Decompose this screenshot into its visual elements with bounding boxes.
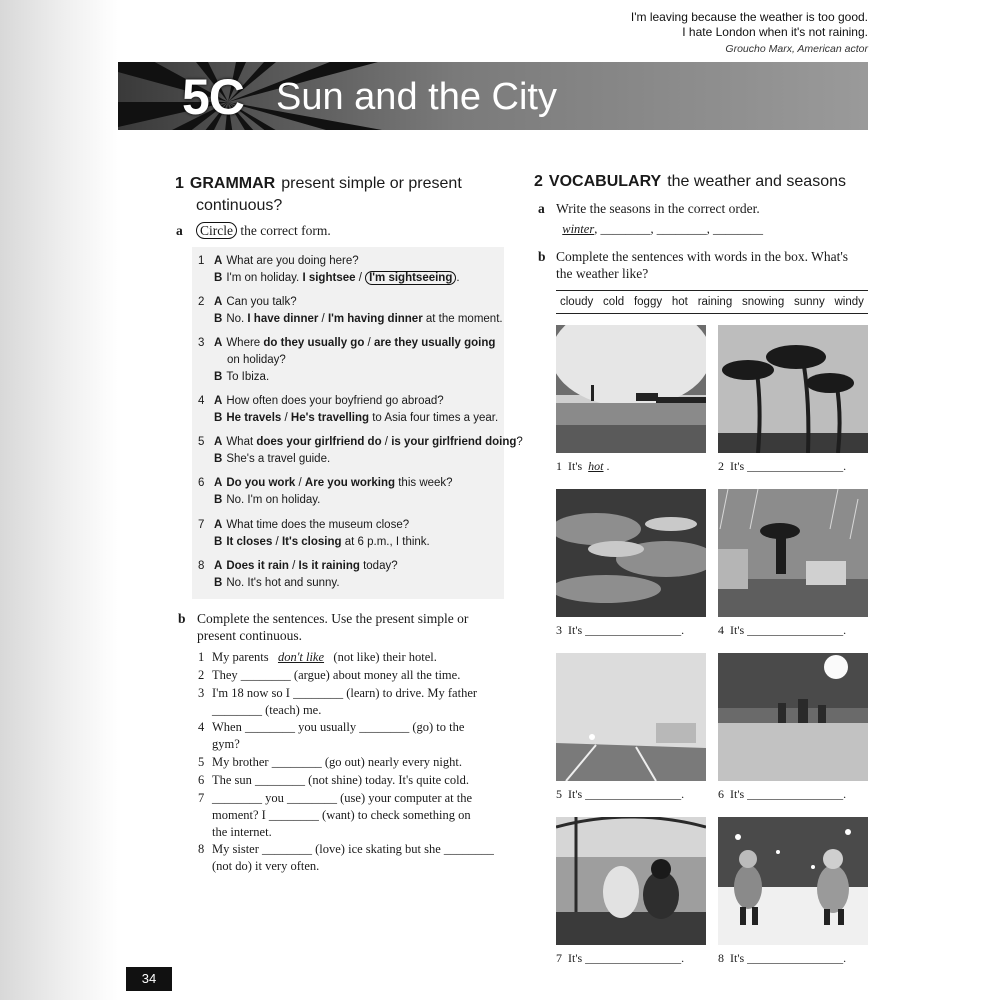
answer-blank[interactable]: ________________ bbox=[747, 623, 844, 637]
speaker-b-line: No. It's hot and sunny. bbox=[226, 577, 340, 589]
option-2[interactable]: It's closing bbox=[281, 536, 342, 548]
unit-title: Sun and the City bbox=[276, 76, 557, 118]
clouds-photo bbox=[556, 489, 706, 617]
section-heading: VOCABULARY bbox=[548, 173, 662, 190]
line-end: ? bbox=[516, 436, 523, 448]
example-answer: don't like bbox=[277, 650, 325, 664]
exercise-item: 2 A Can you talk? B No. I have dinner / I'm having dinner at the moment. bbox=[198, 296, 503, 325]
instruction-line-1: Complete the sentences. Use the present simple or bbox=[197, 611, 469, 626]
sentence-text[interactable]: They ________ (argue) about money all the time. bbox=[212, 668, 461, 682]
section-subtitle: the weather and seasons bbox=[667, 173, 846, 190]
option-2[interactable]: I'm having dinner bbox=[327, 313, 423, 325]
instruction-line-1: Complete the sentences with words in the box. What's bbox=[556, 249, 849, 264]
snow-children-photo bbox=[718, 817, 868, 945]
caption-text: It's bbox=[568, 787, 586, 801]
speaker-a-line: What time does the museum close? bbox=[226, 519, 410, 531]
fill-item bbox=[198, 667, 508, 684]
caption-number: 5 bbox=[556, 787, 562, 801]
unit-banner bbox=[118, 62, 868, 130]
fill-item bbox=[198, 719, 508, 753]
option-2[interactable]: are they usually going bbox=[373, 337, 496, 349]
separator: / bbox=[288, 560, 299, 572]
sentence-text[interactable]: My brother ________ (go out) nearly every night. bbox=[212, 755, 462, 769]
caption-text: It's bbox=[730, 623, 748, 637]
speaker-b-line: She's a travel guide. bbox=[226, 453, 331, 465]
photo-caption bbox=[718, 951, 846, 966]
part-label: b bbox=[178, 611, 186, 626]
item-number: 3 bbox=[198, 686, 205, 700]
exercise-item: 7 A What time does the museum close? B It closes / It's closing at 6 p.m., I think. bbox=[198, 519, 430, 548]
quote-author: Groucho Marx, American actor bbox=[725, 43, 868, 55]
section-heading: GRAMMAR bbox=[189, 175, 276, 192]
word-option: sunny bbox=[794, 296, 825, 308]
speaker-b-line: No. I'm on holiday. bbox=[226, 494, 321, 506]
photo-caption bbox=[718, 787, 846, 802]
line-continuation: on holiday? bbox=[227, 354, 286, 366]
section-subtitle-cont: continuous? bbox=[196, 197, 283, 214]
caption-end: . bbox=[681, 623, 685, 637]
line-end: . bbox=[456, 272, 460, 284]
sunny-beach-photo bbox=[718, 653, 868, 781]
separator: / bbox=[318, 313, 328, 325]
caption-number: 2 bbox=[718, 459, 724, 473]
option-2[interactable]: Is it raining bbox=[298, 560, 360, 572]
option-1[interactable]: He travels bbox=[226, 412, 282, 424]
answer-blank[interactable]: ________________ bbox=[747, 951, 844, 965]
cold-boat-photo bbox=[556, 817, 706, 945]
sentence-text-cont[interactable]: moment? I ________ (want) to check something on bbox=[212, 808, 471, 822]
sentence-text-cont: (not do) it very often. bbox=[212, 859, 320, 873]
circle-word: Circle bbox=[196, 222, 237, 239]
item-number: 5 bbox=[198, 436, 205, 448]
photo-caption bbox=[556, 623, 684, 638]
item-number: 2 bbox=[198, 668, 205, 682]
fog-road-photo bbox=[556, 653, 706, 781]
option-2-circled[interactable]: I'm sightseeing bbox=[365, 271, 456, 285]
separator: / bbox=[364, 337, 374, 349]
fill-item bbox=[198, 649, 508, 666]
speaker-a-line: What are you doing here? bbox=[226, 255, 359, 267]
line-end: at the moment. bbox=[422, 313, 503, 325]
word-option: raining bbox=[697, 296, 733, 308]
sentence-text-cont: gym? bbox=[212, 737, 240, 751]
grammar-section-title bbox=[175, 173, 505, 217]
fill-item bbox=[198, 790, 508, 841]
separator: / bbox=[295, 477, 305, 489]
option-2[interactable]: He's travelling bbox=[290, 412, 370, 424]
answer-blank[interactable]: ________________ bbox=[747, 459, 844, 473]
item-number: 8 bbox=[198, 842, 205, 856]
word-option: cold bbox=[603, 296, 625, 308]
caption-end: . bbox=[681, 951, 685, 965]
part-label: b bbox=[538, 249, 546, 264]
item-number: 8 bbox=[198, 560, 205, 572]
photo-caption bbox=[556, 951, 684, 966]
separator: / bbox=[381, 436, 392, 448]
sentence-text[interactable]: I'm 18 now so I ________ (learn) to drive. My father bbox=[212, 686, 478, 700]
speaker-b-line: To Ibiza. bbox=[226, 371, 270, 383]
speaker-a-line: Can you talk? bbox=[226, 296, 297, 308]
speaker-a-line: Where bbox=[226, 337, 264, 349]
item-number: 6 bbox=[198, 477, 205, 489]
exercise-item: 8 A Does it rain / Is it raining today? B No. It's hot and sunny. bbox=[198, 560, 398, 589]
item-number: 1 bbox=[198, 255, 205, 267]
item-number: 7 bbox=[198, 519, 205, 531]
word-option: foggy bbox=[633, 296, 663, 308]
speaker-b-line: I'm on holiday. bbox=[226, 272, 303, 284]
caption-number: 3 bbox=[556, 623, 562, 637]
speaker-a-line: How often does your boyfriend go abroad? bbox=[226, 395, 444, 407]
page-edge-shadow bbox=[0, 0, 118, 1000]
item-number: 7 bbox=[198, 791, 205, 805]
caption-end: . bbox=[603, 459, 610, 473]
word-option: windy bbox=[834, 296, 864, 308]
sentence-start: My parents bbox=[212, 650, 272, 664]
fill-item bbox=[198, 685, 508, 719]
quote-block bbox=[631, 10, 868, 57]
item-number: 2 bbox=[198, 296, 205, 308]
caption-text: It's bbox=[568, 951, 586, 965]
sentence-text[interactable]: ________ you ________ (use) your computer at the bbox=[212, 791, 473, 805]
option-1[interactable]: It closes bbox=[226, 536, 273, 548]
caption-number: 1 bbox=[556, 459, 562, 473]
caption-end: . bbox=[843, 623, 847, 637]
sentence-text[interactable]: When ________ you usually ________ (go) to the bbox=[212, 720, 465, 734]
word-option: hot bbox=[671, 296, 688, 308]
line-end: today? bbox=[359, 560, 398, 572]
section-number: 2 bbox=[534, 173, 543, 190]
caption-end: . bbox=[843, 787, 847, 801]
line-end: to Asia four times a year. bbox=[369, 412, 499, 424]
caption-number: 6 bbox=[718, 787, 724, 801]
part-label: a bbox=[538, 201, 545, 216]
item-number: 4 bbox=[198, 395, 205, 407]
separator: / bbox=[281, 412, 291, 424]
item-number: 3 bbox=[198, 337, 205, 349]
instruction-line-2: the weather like? bbox=[556, 266, 649, 281]
item-number: 1 bbox=[198, 650, 205, 664]
caption-end: . bbox=[843, 951, 847, 965]
seasons-answer-line[interactable] bbox=[556, 222, 763, 237]
option-1[interactable]: I sightsee bbox=[302, 272, 356, 284]
sentence-text-cont: the internet. bbox=[212, 825, 272, 839]
caption-text: It's bbox=[568, 623, 586, 637]
caption-end: . bbox=[843, 459, 847, 473]
speaker-b-line: No. bbox=[226, 313, 248, 325]
example-answer: hot bbox=[588, 459, 604, 473]
answer-blank[interactable]: ________________ bbox=[747, 787, 844, 801]
season-blanks[interactable]: , ________, ________, ________ bbox=[594, 222, 763, 236]
part-a-instruction bbox=[196, 222, 331, 239]
vocabulary-section-title bbox=[534, 171, 874, 193]
exercise-item: 4 A How often does your boyfriend go abroad? B He travels / He's travelling to Asia four times a year. bbox=[198, 395, 499, 424]
caption-number: 7 bbox=[556, 951, 562, 965]
option-1[interactable]: I have dinner bbox=[247, 313, 319, 325]
photo-caption bbox=[556, 787, 684, 802]
answer-blank[interactable]: ________________ bbox=[585, 951, 682, 965]
option-1[interactable]: do they usually go bbox=[263, 337, 365, 349]
section-number: 1 bbox=[175, 175, 184, 192]
caption-number: 4 bbox=[718, 623, 724, 637]
desert-photo bbox=[556, 325, 706, 453]
quote-line-2: I hate London when it's not raining. bbox=[682, 25, 868, 39]
caption-text: It's bbox=[730, 951, 748, 965]
caption-end: . bbox=[681, 787, 685, 801]
caption-text: It's bbox=[730, 459, 748, 473]
unit-number: 5C bbox=[182, 69, 244, 125]
sentence-text[interactable]: The sun ________ (not shine) today. It's quite cold. bbox=[212, 773, 469, 787]
word-option: snowing bbox=[742, 296, 785, 308]
option-1[interactable]: Do you work bbox=[226, 477, 296, 489]
option-2[interactable]: is your girlfriend doing bbox=[391, 436, 517, 448]
instruction-line-2: present continuous. bbox=[197, 628, 302, 643]
palm-trees-photo bbox=[718, 325, 868, 453]
item-number: 6 bbox=[198, 773, 205, 787]
photo-caption bbox=[718, 459, 846, 474]
fill-item bbox=[198, 754, 508, 771]
option-1[interactable]: Does it rain bbox=[226, 560, 289, 572]
photo-caption bbox=[556, 459, 610, 474]
sentence-text-cont[interactable]: ________ (teach) me. bbox=[212, 703, 322, 717]
line-end: at 6 p.m., I think. bbox=[341, 536, 430, 548]
exercise-item: 3 A Where do they usually go / are they usually going on holiday? B To Ibiza. bbox=[198, 337, 496, 383]
fill-item bbox=[198, 841, 508, 875]
fill-item bbox=[198, 772, 508, 789]
exercise-item: 6 A Do you work / Are you working this week? B No. I'm on holiday. bbox=[198, 477, 453, 506]
word-option: cloudy bbox=[560, 296, 594, 308]
section-subtitle: present simple or present bbox=[281, 175, 462, 192]
word-box bbox=[556, 290, 868, 314]
separator: / bbox=[272, 536, 282, 548]
separator: / bbox=[355, 272, 366, 284]
caption-text: It's bbox=[568, 459, 586, 473]
rain-street-photo bbox=[718, 489, 868, 617]
part-b-instruction bbox=[556, 248, 848, 282]
exercise-item: 1 A What are you doing here? B I'm on holiday. I sightsee / I'm sightseeing . bbox=[198, 255, 460, 284]
answer-blank[interactable]: ________________ bbox=[585, 623, 682, 637]
speaker-a-line: What bbox=[226, 436, 257, 448]
instruction-text: the correct form. bbox=[240, 223, 331, 238]
sentence-text[interactable]: My sister ________ (love) ice skating but she ________ bbox=[212, 842, 494, 856]
photo-caption bbox=[718, 623, 846, 638]
quote-line-1: I'm leaving because the weather is too good. bbox=[630, 10, 868, 24]
option-2[interactable]: Are you working bbox=[304, 477, 396, 489]
exercise-item: 5 A What does your girlfriend do / is your girlfriend doing? B She's a travel guide. bbox=[198, 436, 523, 465]
part-label: a bbox=[176, 223, 183, 238]
caption-number: 8 bbox=[718, 951, 724, 965]
page-number: 34 bbox=[126, 967, 172, 991]
answer-blank[interactable]: ________________ bbox=[585, 787, 682, 801]
part-a-instruction: Write the seasons in the correct order. bbox=[556, 201, 760, 216]
option-1[interactable]: does your girlfriend do bbox=[256, 436, 382, 448]
sentence-end: (not like) their hotel. bbox=[330, 650, 437, 664]
line-end: this week? bbox=[395, 477, 453, 489]
caption-text: It's bbox=[730, 787, 748, 801]
item-number: 5 bbox=[198, 755, 205, 769]
part-b-instruction bbox=[197, 610, 468, 644]
example-answer: winter bbox=[562, 222, 595, 236]
item-number: 4 bbox=[198, 720, 205, 734]
